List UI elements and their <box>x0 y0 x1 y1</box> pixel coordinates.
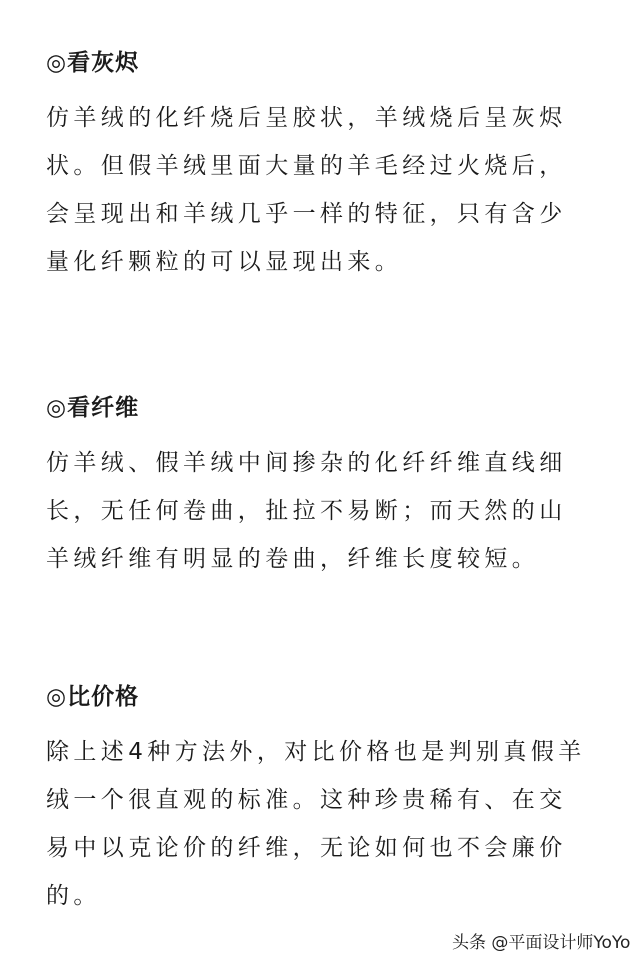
section-body <box>46 728 606 920</box>
body-line: 仿羊绒的化纤烧后呈胶状，羊绒烧后呈灰烬 <box>46 105 567 131</box>
body-line: 仿羊绒、假羊绒中间掺杂的化纤纤维直线细 <box>46 450 567 476</box>
body-line: 会呈现出和羊绒几乎一样的特征，只有含少 <box>46 201 567 227</box>
source-watermark: 头条 @平面设计师YoYo <box>452 933 631 953</box>
section-body <box>46 439 606 583</box>
section-heading: ◎比价格 <box>46 684 140 710</box>
section-fiber <box>46 393 606 583</box>
body-line: 除上述4种方法外，对比价格也是判别真假羊 <box>46 739 586 765</box>
body-line: 绒一个很直观的标准。这种珍贵稀有、在交 <box>46 787 567 813</box>
body-line: 易中以克论价的纤维，无论如何也不会廉价 <box>46 835 567 861</box>
section-heading: ◎看灰烬 <box>46 50 140 76</box>
body-line: 状。但假羊绒里面大量的羊毛经过火烧后， <box>46 153 567 179</box>
body-line: 的。 <box>46 883 101 909</box>
body-line: 长，无任何卷曲，扯拉不易断；而天然的山 <box>46 498 567 524</box>
section-price <box>46 682 606 920</box>
section-body <box>46 94 606 286</box>
section-heading: ◎看纤维 <box>46 395 140 421</box>
body-line: 量化纤颗粒的可以显现出来。 <box>46 249 403 275</box>
section-ash <box>46 48 606 286</box>
body-line: 羊绒纤维有明显的卷曲，纤维长度较短。 <box>46 546 540 572</box>
